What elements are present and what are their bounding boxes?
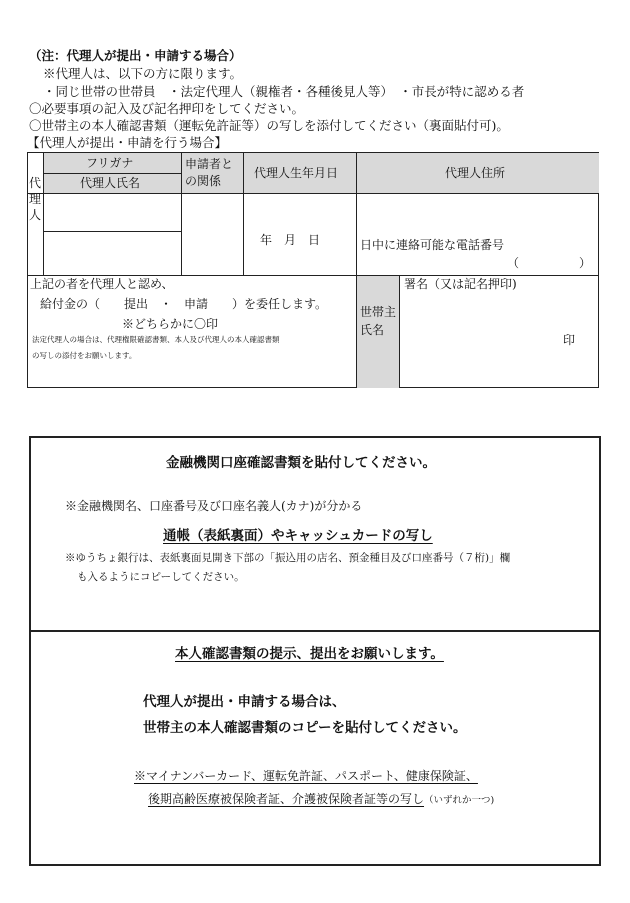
proxy-name-header: 代理人氏名	[80, 176, 141, 190]
delegate-line1: 上記の者を代理人と認め、	[30, 277, 174, 291]
delegate-line2: 給付金の（ 提出 ・ 申請 ）を委任します。	[40, 297, 328, 311]
legal-note-2: の写しの添付をお願いします。	[32, 351, 137, 360]
table-title: 【代理人が提出・申請を行う場合】	[27, 135, 228, 150]
householder-label: 世帯主氏名	[360, 305, 397, 337]
furigana-input[interactable]	[44, 194, 181, 231]
signature-label: 署名（又は記名押印)	[404, 277, 517, 291]
birthdate-header: 代理人生年月日	[254, 166, 339, 180]
notes-heading: （注：代理人が提出・申請する場合）	[29, 48, 242, 63]
notes-persons: ・同じ世帯の世帯員 ・法定代理人（親権者・各種後見人等） ・市長が特に認める者	[43, 84, 525, 99]
bank-box-emphasis: 通帳（表紙裏面）やキャッシュカードの写し	[163, 528, 433, 544]
bank-box-title: 金融機関口座確認書類を貼付してください。	[166, 455, 436, 471]
yucho-note-2: も入るようにコピーしてください。	[77, 571, 245, 583]
id-docs-2: 後期高齢医療被保険者証、介護被保険者証等の写し	[148, 792, 425, 806]
furigana-header: フリガナ	[86, 156, 134, 170]
id-document-box	[29, 631, 601, 866]
circle-note: ※どちらかに〇印	[122, 317, 219, 331]
notes-limit: ※代理人は、以下の方に限ります。	[43, 66, 243, 81]
phone-parens: （ ）	[507, 256, 592, 270]
id-box-line1: 代理人が提出・申請する場合は、	[143, 694, 346, 710]
daytime-phone-label: 日中に連絡可能な電話番号	[360, 238, 505, 252]
bank-document-box	[29, 436, 601, 632]
bank-box-note: ※金融機関名、口座番号及び口座名義人(カナ)が分かる	[65, 499, 363, 513]
id-docs-2-line	[148, 790, 494, 807]
address-header: 代理人住所	[445, 166, 506, 180]
id-docs-2-suffix: （いずれか一つ)	[424, 795, 495, 806]
notes-id-docs: 〇世帯主の本人確認書類（運転免許証等）の写しを添付してください（裏面貼付可)。	[29, 118, 509, 133]
birthdate-format: 年 月 日	[260, 233, 321, 247]
relation-input[interactable]	[182, 194, 243, 275]
id-box-line2: 世帯主の本人確認書類のコピーを貼付してください。	[143, 720, 467, 736]
proxy-side-label: 代理人	[29, 176, 42, 222]
proxy-name-input[interactable]	[44, 232, 181, 275]
yucho-note-1: ※ゆうちょ銀行は、表紙裏面見開き下部の「振込用の店名、預金種目及び口座番号（７桁)」欄	[65, 552, 511, 564]
legal-note-1: 法定代理人の場合は、代理権限確認書類、本人及び代理人の本人確認書類	[32, 335, 280, 344]
id-box-title: 本人確認書類の提示、提出をお願いします。	[175, 646, 444, 662]
notes-fill-in: 〇必要事項の記入及び記名押印をしてください。	[29, 101, 305, 116]
relation-header: 申請者との関係	[185, 157, 234, 188]
seal-mark: 印	[563, 333, 576, 347]
id-docs-1: ※マイナンバーカード、運転免許証、パスポート、健康保険証、	[134, 769, 478, 783]
proxy-table	[27, 152, 599, 388]
